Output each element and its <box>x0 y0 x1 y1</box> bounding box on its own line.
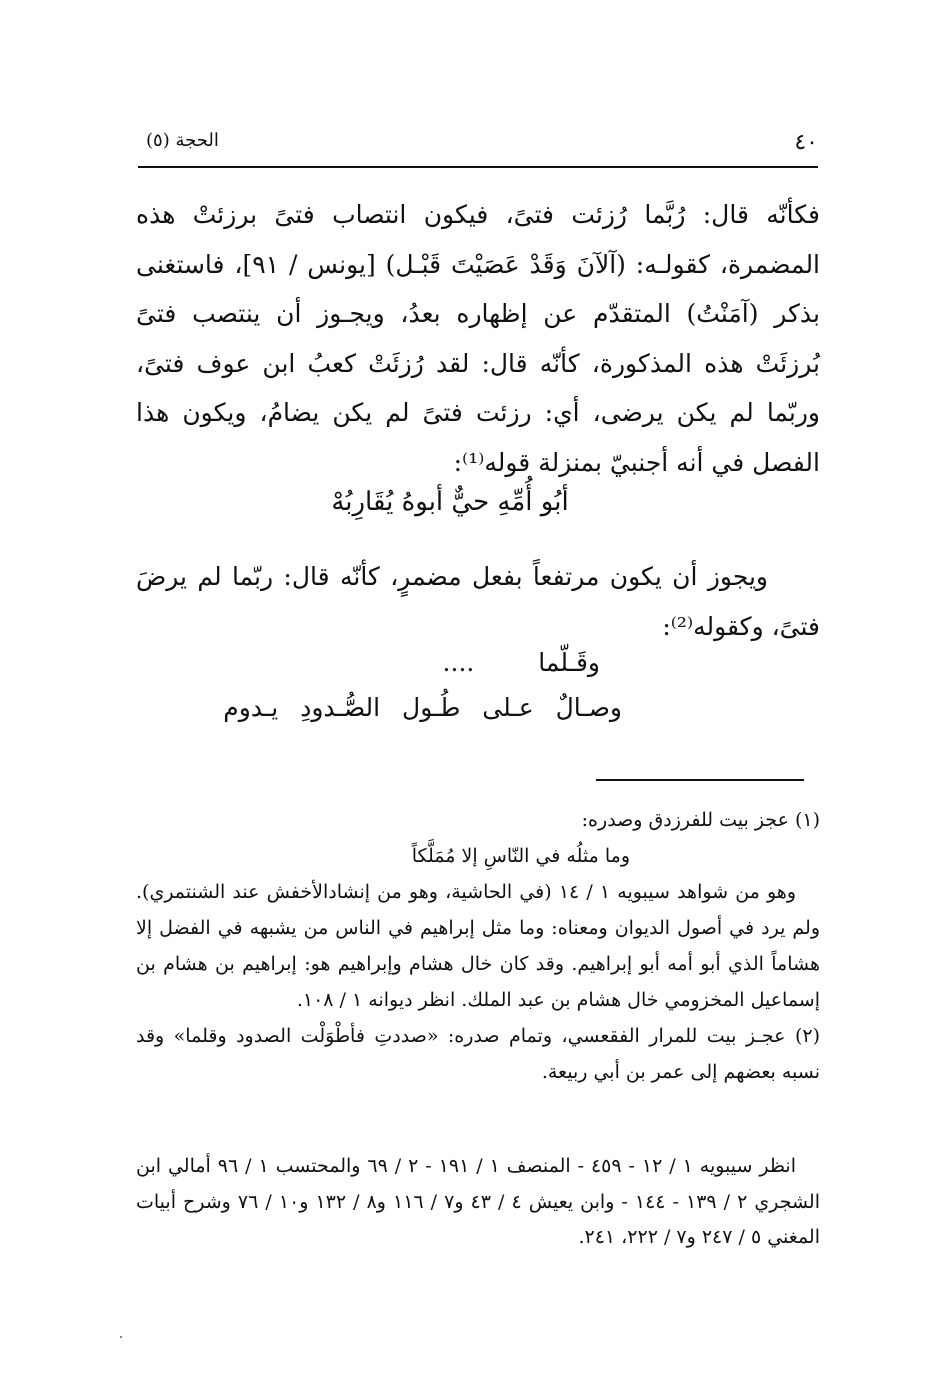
main-text-2 <box>136 552 820 651</box>
scan-speck <box>120 1336 122 1338</box>
verse-2-ellipsis: .... <box>442 648 475 677</box>
footnote-2-sources-text <box>136 1149 820 1256</box>
footnote-2-sources <box>136 1149 820 1256</box>
verse-2-start: وقَـلّما <box>538 648 600 677</box>
verse-2-hemistich-1 <box>330 648 600 677</box>
page-number: ٤٠ <box>794 130 818 155</box>
header-divider <box>138 166 818 168</box>
paragraph-1: فكأنّه قال: رُبَّما رُزئت فتىً، فيكون انتصاب فتىً برزئتْ هذه المضمرة، كقولـه: (آلآنَ وَقَدْ عَصَيْتَ قَبْـل) [يونس / ٩١]، فاستغنى بذكر (آمَنْتُ) المتقدّم عن إظهاره بعدُ، ويجـوز أن ينتصب فتىً بُرزئَتْ هذه المذكورة، كأنّه قال: لقد رُزئَتْ كعبُ ابن عوف فتىً، وربّما لم يكن يرضى، أي: رزئت فتىً لم يكن يضامُ، ويكون هذا الفصل في أنه أجنبيّ بمنزلة قوله⁽¹⁾: <box>136 200 821 477</box>
running-title: الحجة (٥) <box>146 130 219 151</box>
main-text <box>136 190 820 487</box>
footnote-2-body: (٢) عجـز بيت للمرار الفقعسي، وتمام صدره: «صددتِ فأطْوَلْت الصدود وقلما» وقد نسبه بعضهم إلى عمر بن أبي ربيعة. <box>136 1025 820 1083</box>
verse-1: أبُو أُمِّهِ حيٌّ أبوهُ يُقَارِبُهْ <box>331 487 569 517</box>
paragraph-2 <box>136 552 820 651</box>
footnote-divider <box>596 779 804 781</box>
footnotes <box>136 802 820 1090</box>
footnote-1-head: (١) عجز بيت للفرزدق وصدره: <box>581 809 820 831</box>
footnote-2-sources-body: انظر سيبويه ١ / ١٢ - ٤٥٩ - المنصف ١ / ١٩١ - ٢ / ٦٩ والمحتسب ١ / ٩٦ أمالي ابن الشجري ٢ / ١٣٩ - ١٤٤ - وابن يعيش ٤ / ٤٣ و٧ / ١١٦ و٨ / ١٣٢ و١٠ / ٧٦ وشرح أبيات المغني ٥ / ٢٤٧ و٧ / ٢٢٢، ٢٤١. <box>136 1155 821 1248</box>
page-header <box>138 128 818 158</box>
footnote-1-verse: وما مثلُه في النّاسِ إلا مُمَلَّكاً <box>411 845 630 867</box>
footnote-1-body-text: وهو من شواهد سيبويه ١ / ١٤ (في الحاشية، وهو من إنشادالأخفش عند الشنتمري). ولم يرد في أصول الديوان ومعناه: وما مثل إبراهيم في الناس من يشبهه في الفضل إلا هشاماً الذي أبو أمه أبو إبراهيم. وقد كان خال هشام وإبراهيم هو: إبراهيم بن هشام بن إسماعيل المخزومي خال هشام بن عبد الملك. انظر ديوانه ١ / ١٠٨. <box>136 881 820 1011</box>
paragraph-2-text: ويجوز أن يكون مرتفعاً بفعل مضمرٍ، كأنّه قال: ربّما لم يرضَ فتىً، وكقوله⁽²⁾: <box>136 562 820 641</box>
verse-2-hemistich-2: وصـالٌ عـلى طُـول الصُّـدودِ يـدوم <box>223 693 622 722</box>
footnote-1-body <box>136 874 820 1018</box>
